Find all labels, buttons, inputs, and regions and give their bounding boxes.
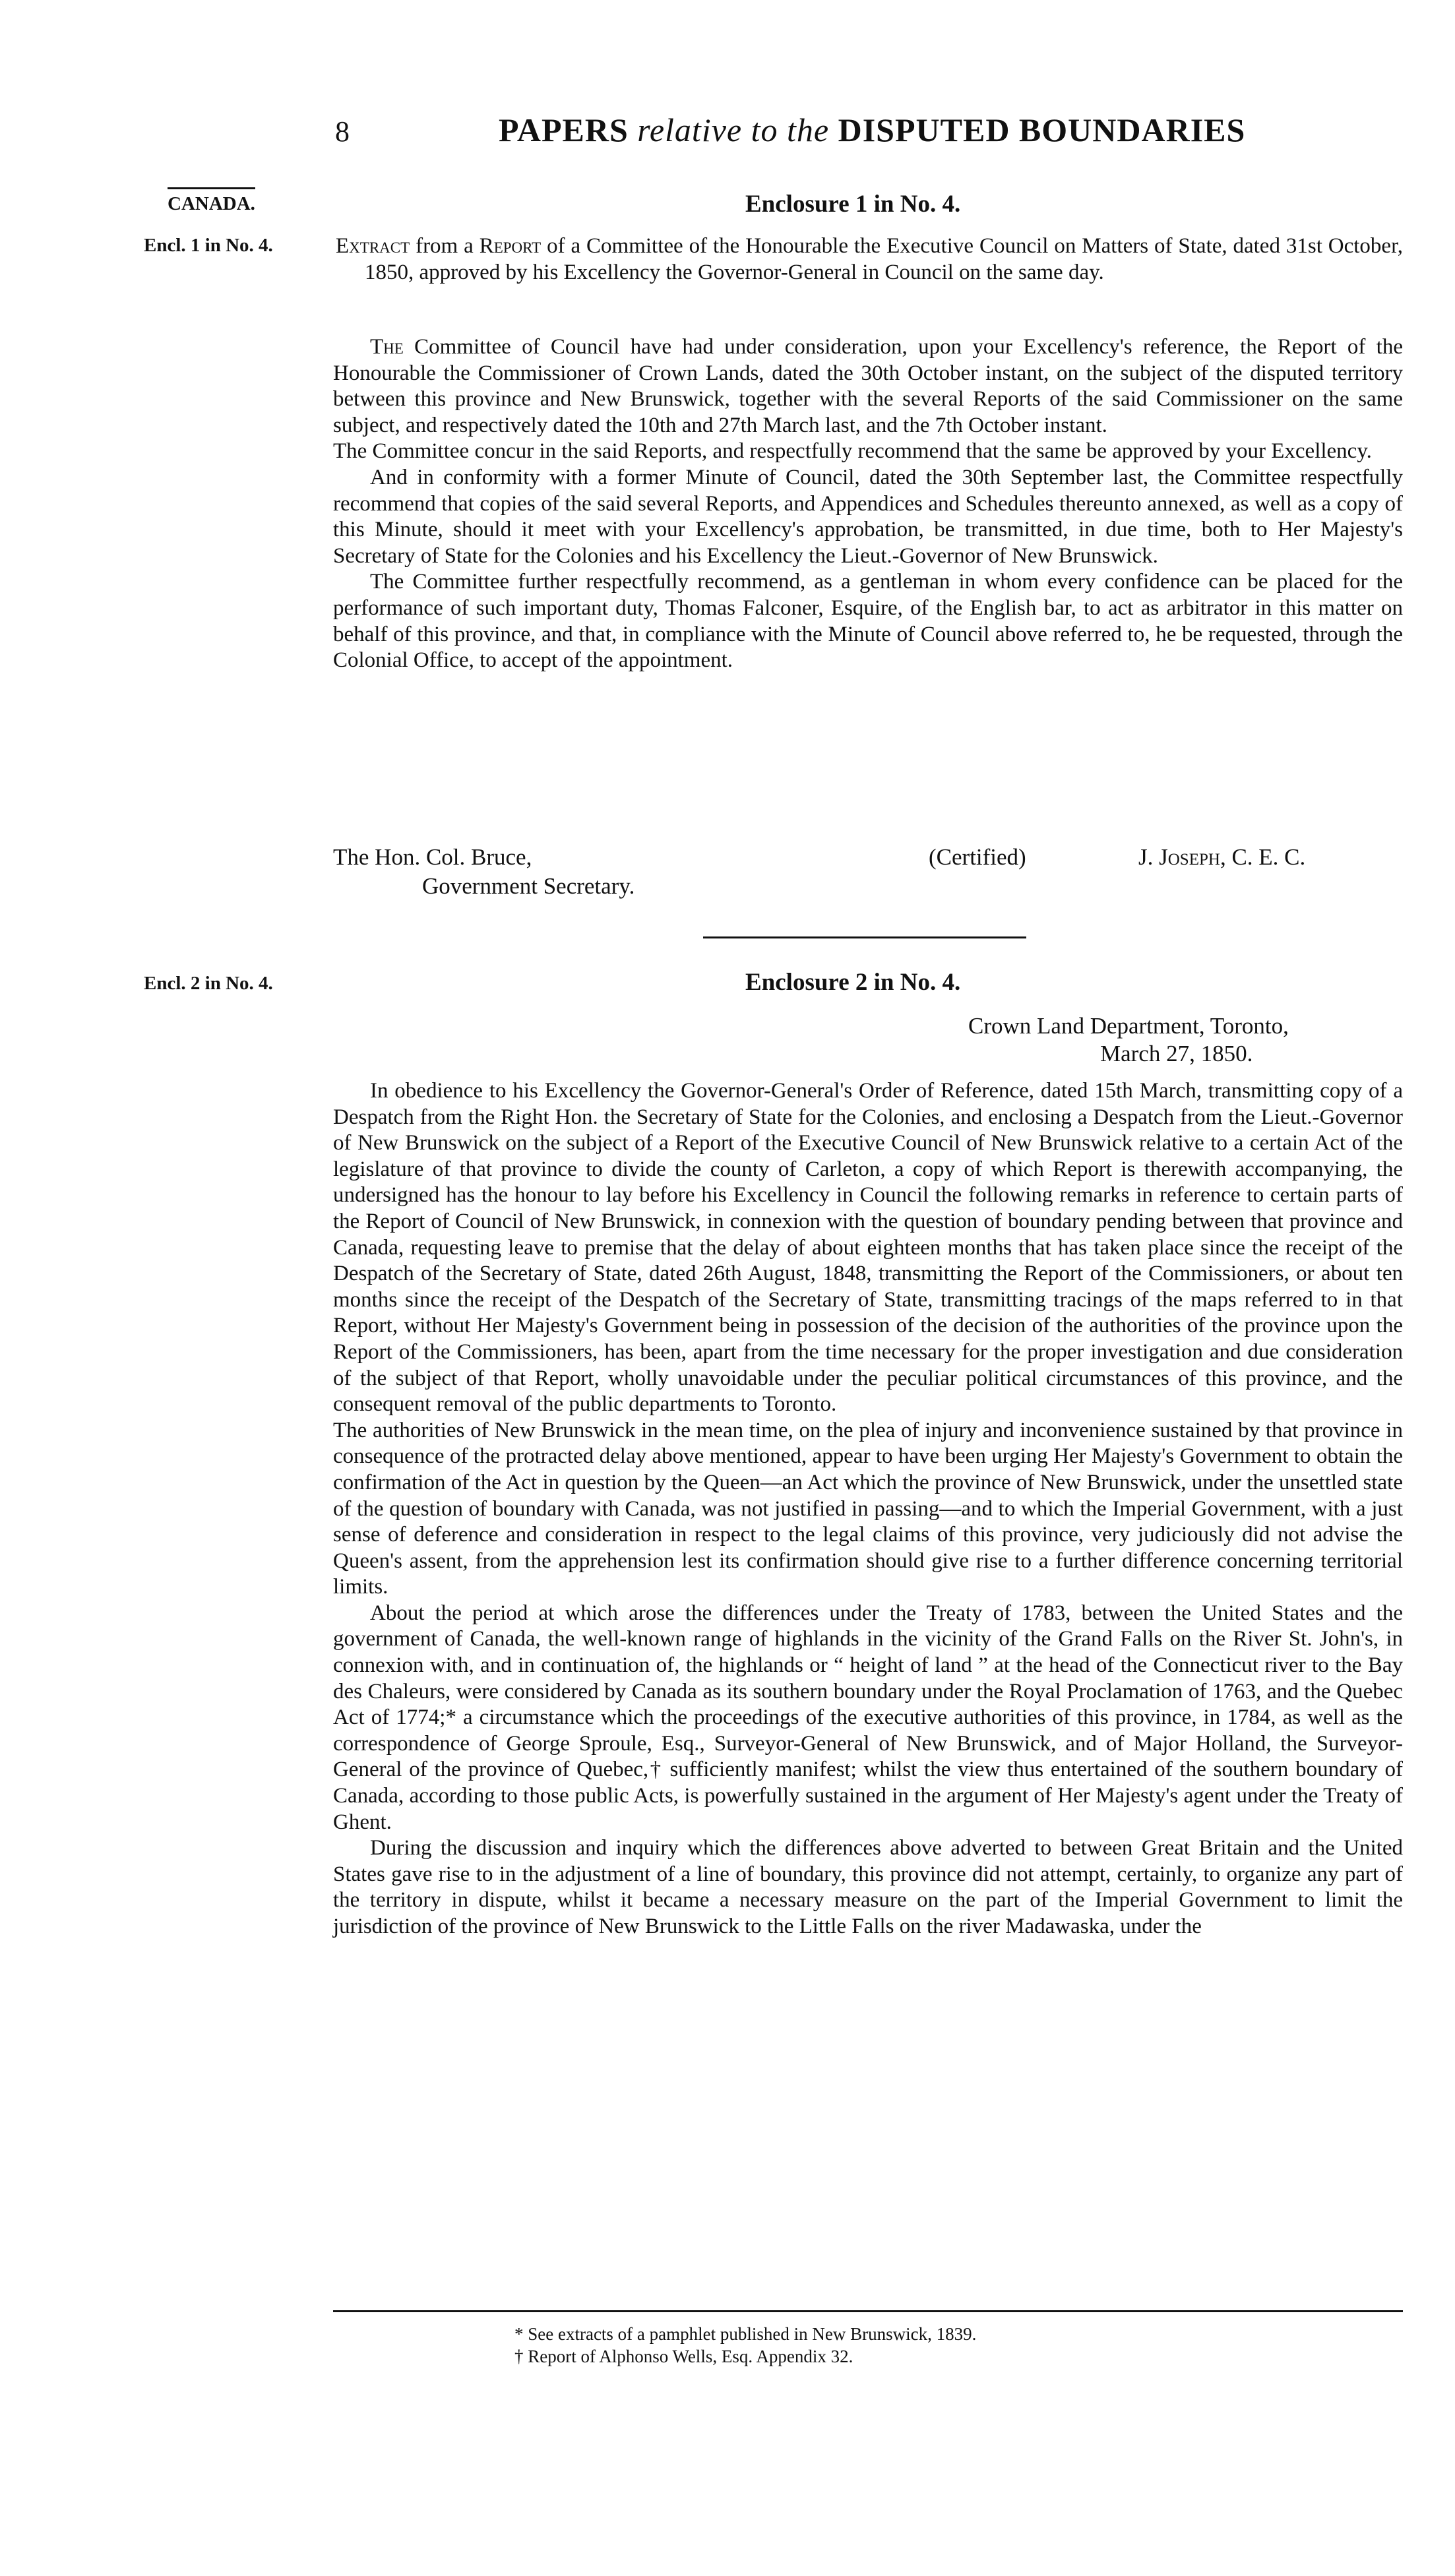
certified-label: (Certified) bbox=[929, 844, 1026, 870]
title-italic: relative to the bbox=[637, 111, 830, 148]
extract-lead: Extract bbox=[336, 234, 410, 258]
paragraph-lead: The bbox=[370, 335, 404, 359]
enclosure-2-body bbox=[333, 1078, 1403, 1940]
enclosure-2-heading: Enclosure 2 in No. 4. bbox=[745, 969, 961, 996]
enclosure-1-paragraph-2: The Committee concur in the said Reports, and respectfully recommend that the same be approved by your Excellency. bbox=[333, 439, 1372, 464]
footnotes bbox=[514, 2323, 976, 2368]
title-part-1: PAPERS bbox=[499, 111, 638, 148]
signature bbox=[1138, 844, 1305, 871]
margin-note-canada: CANADA. bbox=[168, 187, 255, 215]
enclosure-2-paragraph-3: About the period at which arose the differences under the Treaty of 1783, between the United States and the government of Canada, the well-known range of highlands in the vicinity of the Grand Falls on the River St. John's, in connexion with, and in continuation of, the highlands or “ height of land ” at the head of the Connecticut river to the Bay des Chaleurs, were considered by Canada as its southern boundary under the Royal Proclamation of 1763, and the Quebec Act of 1774;* a circumstance which the proceedings of the executive authorities of this province, in 1784, as well as the correspondence of George Sproule, Esq., Surveyor-General of New Brunswick, and of Major Holland, the Surveyor-General of the province of Quebec,† sufficiently manifest; whilst the view thus entertained of the southern boundary of Canada, according to those public Acts, is powerfully sustained in the argument of Her Majesty's agent under the Treaty of Ghent. bbox=[333, 1601, 1403, 1834]
dateline bbox=[968, 1012, 1289, 1068]
enclosure-2-paragraph-4: During the discussion and inquiry which the differences above adverted to between Great Britain and the United States gave rise to in the adjustment of a line of boundary, this province did not attempt, certainly, to organize any part of the territory in dispute, whilst it became a necessary measure on the part of the Imperial Government to limit the jurisdiction of the province of New Brunswick to the Little Falls on the river Madawaska, under the bbox=[333, 1836, 1403, 1938]
enclosure-1-body bbox=[333, 334, 1403, 674]
extract-rest: of a Committee of the Honourable the Executive Council on Matters of State, dated 31st October, 1850, approved by his Excellency the Governor-General in Council on the same day. bbox=[365, 234, 1403, 284]
footnote-2: † Report of Alphonso Wells, Esq. Appendix 32. bbox=[514, 2346, 853, 2366]
paragraph-text: Committee of Council have had under consideration, upon your Excellency's reference, the Report of the Honourable the Commissioner of Crown Lands, dated the 30th October instant, on the subject of the disputed territory between this province and New Brunswick, together with the several Reports of the said Commissioner on the same subject, and respectively dated the 10th and 27th March last, and the 7th October instant. bbox=[333, 335, 1403, 437]
addressee: The Hon. Col. Bruce, bbox=[333, 844, 532, 870]
footnote-1: * See extracts of a pamphlet published in New Brunswick, 1839. bbox=[514, 2324, 977, 2344]
running-title bbox=[499, 111, 1245, 149]
extract-report-word: Report bbox=[479, 234, 542, 258]
extract-paragraph bbox=[333, 233, 1403, 286]
enclosure-1-paragraph-4: The Committee further respectfully recommend, as a gentleman in whom every confidence can be placed for the performance of such important duty, Thomas Falconer, Esquire, of the English bar, to act as arbitrator in this matter on behalf of this province, and that, in compliance with the Minute of Council above referred to, he be requested, through the Colonial Office, to accept of the appointment. bbox=[333, 570, 1403, 673]
signature-name: Joseph bbox=[1159, 844, 1220, 870]
page-number: 8 bbox=[335, 115, 350, 148]
page-header bbox=[335, 111, 1338, 157]
addressee-title: Government Secretary. bbox=[422, 873, 635, 899]
signature-row bbox=[333, 844, 1403, 873]
enclosure-1-paragraph-3: And in conformity with a former Minute of Council, dated the 30th September last, the Committee respectfully recommend that copies of the said several Reports, and Appendices and Schedules thereunto annexed, as well as a copy of this Minute, should it meet with your Excellency's approbation, be transmitted, in due time, both to Her Majesty's Secretary of State for the Colonies and his Excellency the Lieut.-Governor of New Brunswick. bbox=[333, 465, 1403, 568]
enclosure-1-paragraph-1 bbox=[333, 334, 1403, 439]
dateline-place: Crown Land Department, Toronto, bbox=[968, 1013, 1289, 1039]
margin-note-encl-1: Encl. 1 in No. 4. bbox=[144, 235, 273, 256]
footnote-divider bbox=[333, 2310, 1403, 2312]
signature-initial: J. bbox=[1138, 844, 1160, 870]
section-divider bbox=[703, 936, 1026, 938]
enclosure-2-paragraph-2: The authorities of New Brunswick in the mean time, on the plea of injury and inconvenience sustained by that province in consequence of the protracted delay above mentioned, appear to have been urging Her Majesty's Government to obtain the confirmation of the Act in question by the Queen—an Act which the province of New Brunswick, under the unsettled state of the question of boundary with Canada, was not justified in passing—and to which the Imperial Government, with a just sense of deference and consideration in respect to the legal claims of this province, very judiciously did not advise the Queen's assent, from the apprehension lest its confirmation should give rise to a further difference concerning territorial limits. bbox=[333, 1418, 1403, 1599]
enclosure-1-heading: Enclosure 1 in No. 4. bbox=[745, 191, 961, 218]
signature-suffix: , C. E. C. bbox=[1220, 844, 1306, 870]
enclosure-2-paragraph-1: In obedience to his Excellency the Governor-General's Order of Reference, dated 15th March, transmitting copy of a Despatch from the Right Hon. the Secretary of State for the Colonies, and enclosing a Despatch from the Lieut.-Governor of New Brunswick on the subject of a Report of the Executive Council of New Brunswick relative to a certain Act of the legislature of that province to divide the county of Carleton, a copy of which Report is therewith accompanying, the undersigned has the honour to lay before his Excellency in Council the following remarks in reference to certain parts of the Report of Council of New Brunswick, in connexion with the question of boundary pending between that province and Canada, requesting leave to premise that the delay of about eighteen months that has taken place since the receipt of the Despatch of the Secretary of State, dated 26th August, 1848, transmitting the Report of the Commissioners, or about ten months since the receipt of the Despatch of the Secretary of State, transmitting tracings of the maps referred to in that Report, without Her Majesty's Government being in possession of the decision of the authorities of the province upon the Report of the Commissioners, has been, apart from the time necessary for the proper investigation and due consideration of the subject of that Report, wholly unavoidable under the peculiar political circumstances of this province, and the consequent removal of the public departments to Toronto. bbox=[333, 1079, 1403, 1417]
margin-note-encl-2: Encl. 2 in No. 4. bbox=[144, 973, 273, 994]
extract-mid: from a bbox=[410, 234, 480, 258]
title-part-2: DISPUTED BOUNDARIES bbox=[829, 111, 1246, 148]
dateline-date: March 27, 1850. bbox=[1100, 1041, 1253, 1066]
